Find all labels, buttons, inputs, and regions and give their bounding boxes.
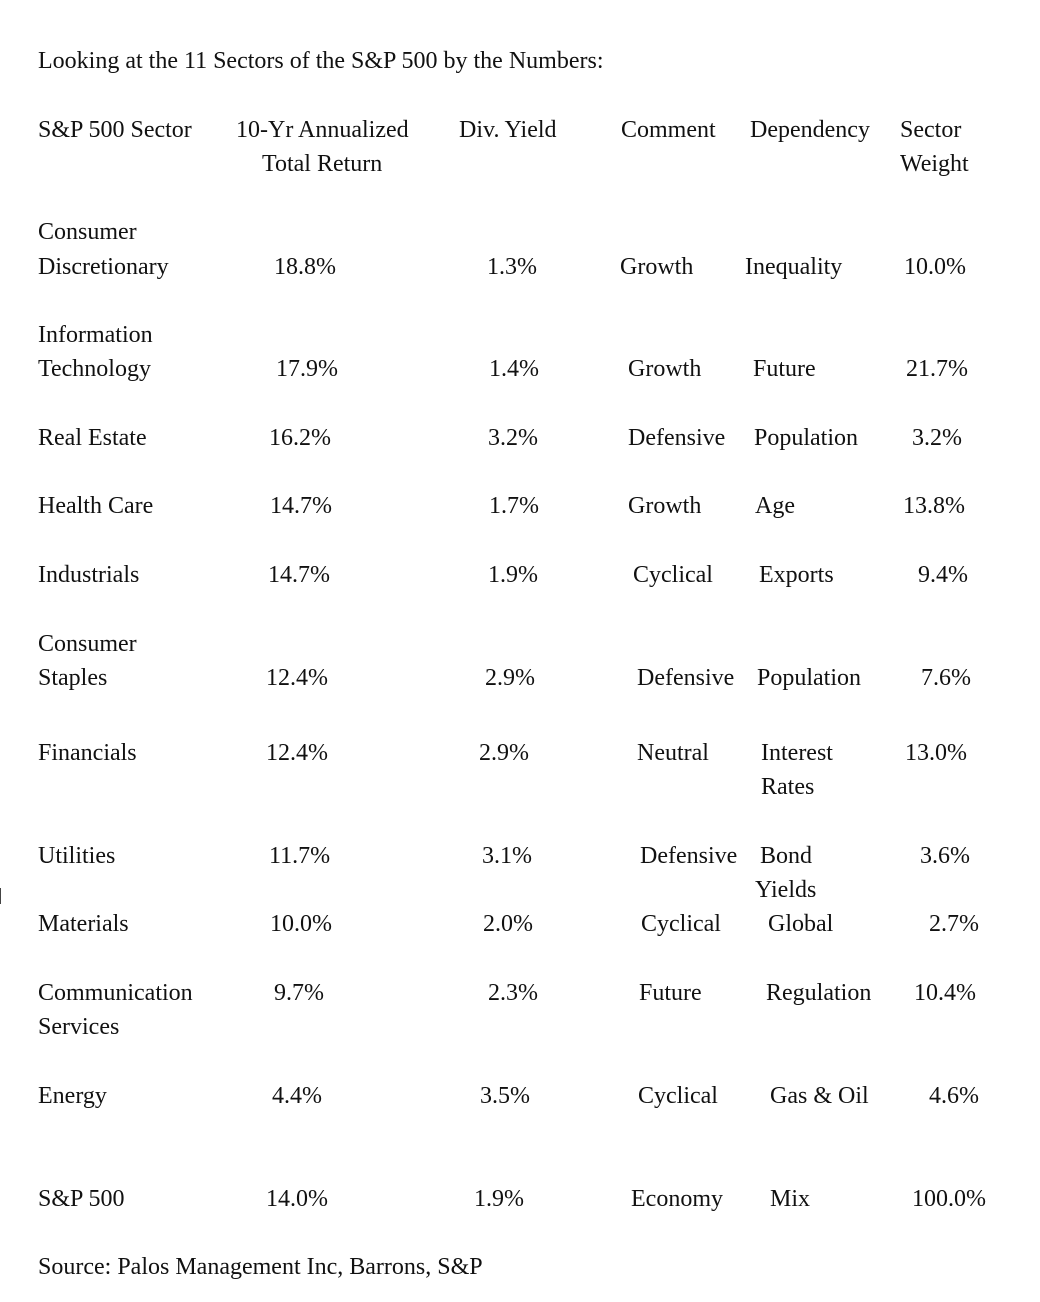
comment-value: Defensive xyxy=(640,843,738,869)
sector-name: Health Care xyxy=(38,493,154,519)
dependency-value: Gas & Oil xyxy=(770,1083,869,1109)
yield-value: 1.3% xyxy=(487,254,537,280)
sector-name: Energy xyxy=(38,1083,107,1109)
weight-value: 2.7% xyxy=(929,911,979,937)
header-weight-line1: Sector xyxy=(900,117,962,143)
yield-value: 3.2% xyxy=(488,425,538,451)
sector-name: Consumer xyxy=(38,631,137,657)
source-note: Source: Palos Management Inc, Barrons, S&P xyxy=(38,1254,483,1280)
comment-value: Neutral xyxy=(637,740,709,766)
header-return-line2: Total Return xyxy=(262,151,383,177)
total-sector-name: S&P 500 xyxy=(38,1186,125,1212)
dependency-value: Population xyxy=(754,425,859,451)
sector-name: Utilities xyxy=(38,843,116,869)
sector-name: Communication xyxy=(38,980,193,1006)
dependency-value: Future xyxy=(753,356,816,382)
dependency-value: Bond xyxy=(760,843,813,869)
yield-value: 3.5% xyxy=(480,1083,530,1109)
header-return-line1: 10-Yr Annualized xyxy=(236,117,409,143)
sector-name: Technology xyxy=(38,356,151,382)
page-title: Looking at the 11 Sectors of the S&P 500 by the Numbers: xyxy=(38,48,604,74)
return-value: 9.7% xyxy=(274,980,324,1006)
weight-value: 10.0% xyxy=(904,254,966,280)
total-return-value: 14.0% xyxy=(266,1186,328,1212)
weight-value: 13.8% xyxy=(903,493,965,519)
sector-name: Industrials xyxy=(38,562,140,588)
comment-value: Cyclical xyxy=(638,1083,718,1109)
sector-name: Services xyxy=(38,1014,120,1040)
comment-value: Cyclical xyxy=(633,562,713,588)
yield-value: 2.9% xyxy=(485,665,535,691)
total-yield-value: 1.9% xyxy=(474,1186,524,1212)
comment-value: Future xyxy=(639,980,702,1006)
dependency-value: Inequality xyxy=(745,254,843,280)
total-comment-value: Economy xyxy=(631,1186,723,1212)
yield-value: 1.9% xyxy=(488,562,538,588)
return-value: 10.0% xyxy=(270,911,332,937)
header-sector: S&P 500 Sector xyxy=(38,117,192,143)
return-value: 17.9% xyxy=(276,356,338,382)
dependency-value: Regulation xyxy=(766,980,872,1006)
yield-value: 2.9% xyxy=(479,740,529,766)
header-yield: Div. Yield xyxy=(459,117,557,143)
header-comment: Comment xyxy=(621,117,716,143)
header-dependency: Dependency xyxy=(750,117,870,143)
yield-value: 2.3% xyxy=(488,980,538,1006)
dependency-value: Interest xyxy=(761,740,833,766)
sector-name: Materials xyxy=(38,911,129,937)
edge-tick-mark xyxy=(0,888,1,904)
total-dependency-value: Mix xyxy=(770,1186,811,1212)
sector-name: Discretionary xyxy=(38,254,169,280)
yield-value: 2.0% xyxy=(483,911,533,937)
return-value: 11.7% xyxy=(269,843,331,869)
return-value: 12.4% xyxy=(266,740,328,766)
return-value: 4.4% xyxy=(272,1083,322,1109)
comment-value: Cyclical xyxy=(641,911,721,937)
dependency-value: Rates xyxy=(761,774,815,800)
dependency-value: Yields xyxy=(755,877,817,903)
comment-value: Growth xyxy=(628,356,702,382)
yield-value: 1.7% xyxy=(489,493,539,519)
total-weight-value: 100.0% xyxy=(912,1186,986,1212)
weight-value: 7.6% xyxy=(921,665,971,691)
dependency-value: Global xyxy=(768,911,834,937)
yield-value: 1.4% xyxy=(489,356,539,382)
return-value: 14.7% xyxy=(270,493,332,519)
weight-value: 3.6% xyxy=(920,843,970,869)
weight-value: 3.2% xyxy=(912,425,962,451)
return-value: 18.8% xyxy=(274,254,336,280)
comment-value: Defensive xyxy=(637,665,735,691)
return-value: 12.4% xyxy=(266,665,328,691)
dependency-value: Age xyxy=(755,493,795,519)
comment-value: Defensive xyxy=(628,425,726,451)
weight-value: 4.6% xyxy=(929,1083,979,1109)
sector-name: Consumer xyxy=(38,219,137,245)
return-value: 16.2% xyxy=(269,425,331,451)
weight-value: 9.4% xyxy=(918,562,968,588)
weight-value: 13.0% xyxy=(905,740,967,766)
sector-name: Financials xyxy=(38,740,137,766)
dependency-value: Exports xyxy=(759,562,834,588)
weight-value: 10.4% xyxy=(914,980,976,1006)
comment-value: Growth xyxy=(620,254,694,280)
weight-value: 21.7% xyxy=(906,356,968,382)
sector-name: Information xyxy=(38,322,153,348)
comment-value: Growth xyxy=(628,493,702,519)
return-value: 14.7% xyxy=(268,562,330,588)
dependency-value: Population xyxy=(757,665,862,691)
sector-name: Real Estate xyxy=(38,425,147,451)
header-weight-line2: Weight xyxy=(900,151,969,177)
yield-value: 3.1% xyxy=(482,843,532,869)
sector-name: Staples xyxy=(38,665,108,691)
